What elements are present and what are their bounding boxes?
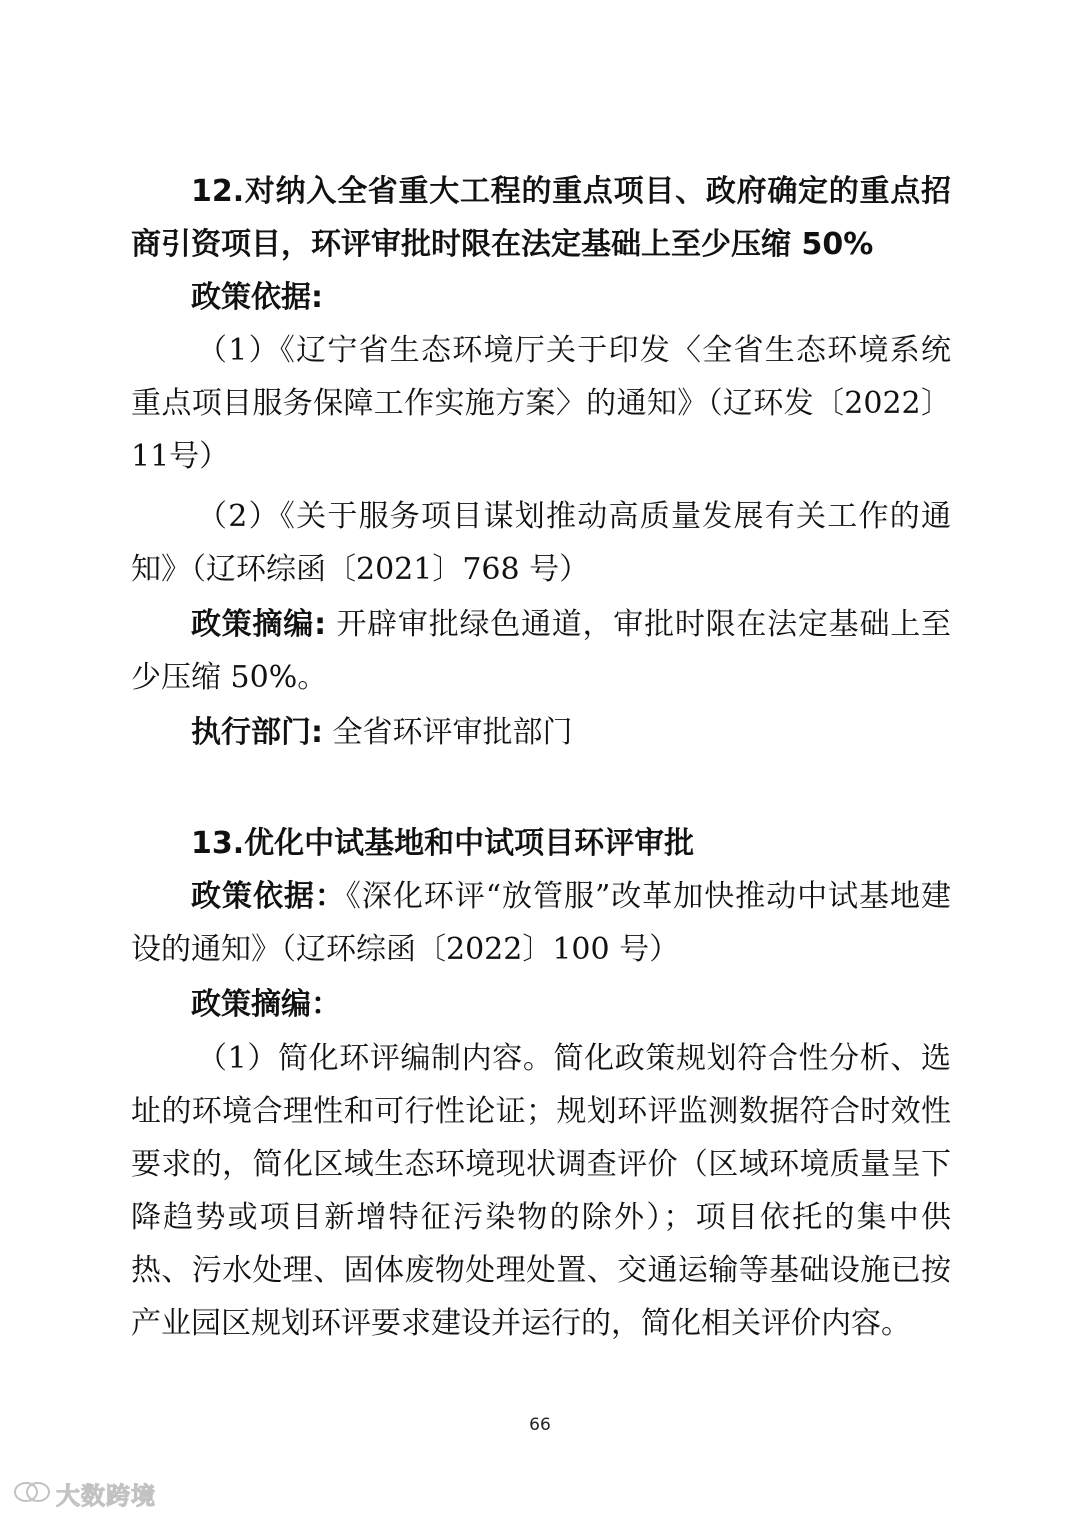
policy-excerpt-label: 政策摘编: xyxy=(191,607,327,642)
section-13-heading: 13.优化中试基地和中试项目环评审批 xyxy=(191,826,695,861)
section-12-heading: 12.对纳入全省重大工程的重点项目、政府确定的重点招商引资项目，环评审批时限在法定基础上至少压缩 50% xyxy=(131,174,951,262)
policy-basis-label: 政策依据： xyxy=(191,879,346,914)
policy-basis-label: 政策依据: xyxy=(191,280,323,315)
logo-icon xyxy=(12,1477,52,1511)
section-13-excerpt-item-1: （1）简化环评编制内容。简化政策规划符合性分析、选址的环境合理性和可行性论证；规划环评监测数据符合时效性要求的，简化区域生态环境现状调查评价（区域环境质量呈下降趋势或项目新增特征污染物的除外）；项目依托的集中供热、污水处理、固体废物处理处置、交通运输等基础设施已按产业园区规划环评要求建设并运行的，简化相关评价内容。 xyxy=(131,1041,951,1341)
section-13-excerpt-label xyxy=(131,978,951,1031)
section-12-department xyxy=(131,706,951,759)
watermark-text: 大数跨境 xyxy=(56,1482,156,1510)
policy-basis-text: 《深化环评“放管服”改革加快推动中试基地建设的通知》（辽环综函〔2022〕100 号） xyxy=(131,879,951,967)
watermark xyxy=(12,1476,156,1511)
section-13-basis xyxy=(131,870,951,976)
department-text: 全省环评审批部门 xyxy=(323,715,573,750)
policy-excerpt-text: 开辟审批绿色通道，审批时限在法定基础上至少压缩 50%。 xyxy=(131,607,951,695)
page-number: 66 xyxy=(529,1415,551,1435)
section-12-basis-item-1: （1）《辽宁省生态环境厅关于印发〈全省生态环境系统重点项目服务保障工作实施方案〉的通知》（辽环发〔2022〕11号） xyxy=(131,333,951,474)
department-label: 执行部门: xyxy=(191,715,323,750)
policy-excerpt-label: 政策摘编： xyxy=(191,987,341,1022)
section-12-basis-label xyxy=(131,271,951,324)
section-12-basis-item-2: （2）《关于服务项目谋划推动高质量发展有关工作的通知》（辽环综函〔2021〕768 号） xyxy=(131,499,951,587)
section-12-excerpt xyxy=(131,598,951,704)
